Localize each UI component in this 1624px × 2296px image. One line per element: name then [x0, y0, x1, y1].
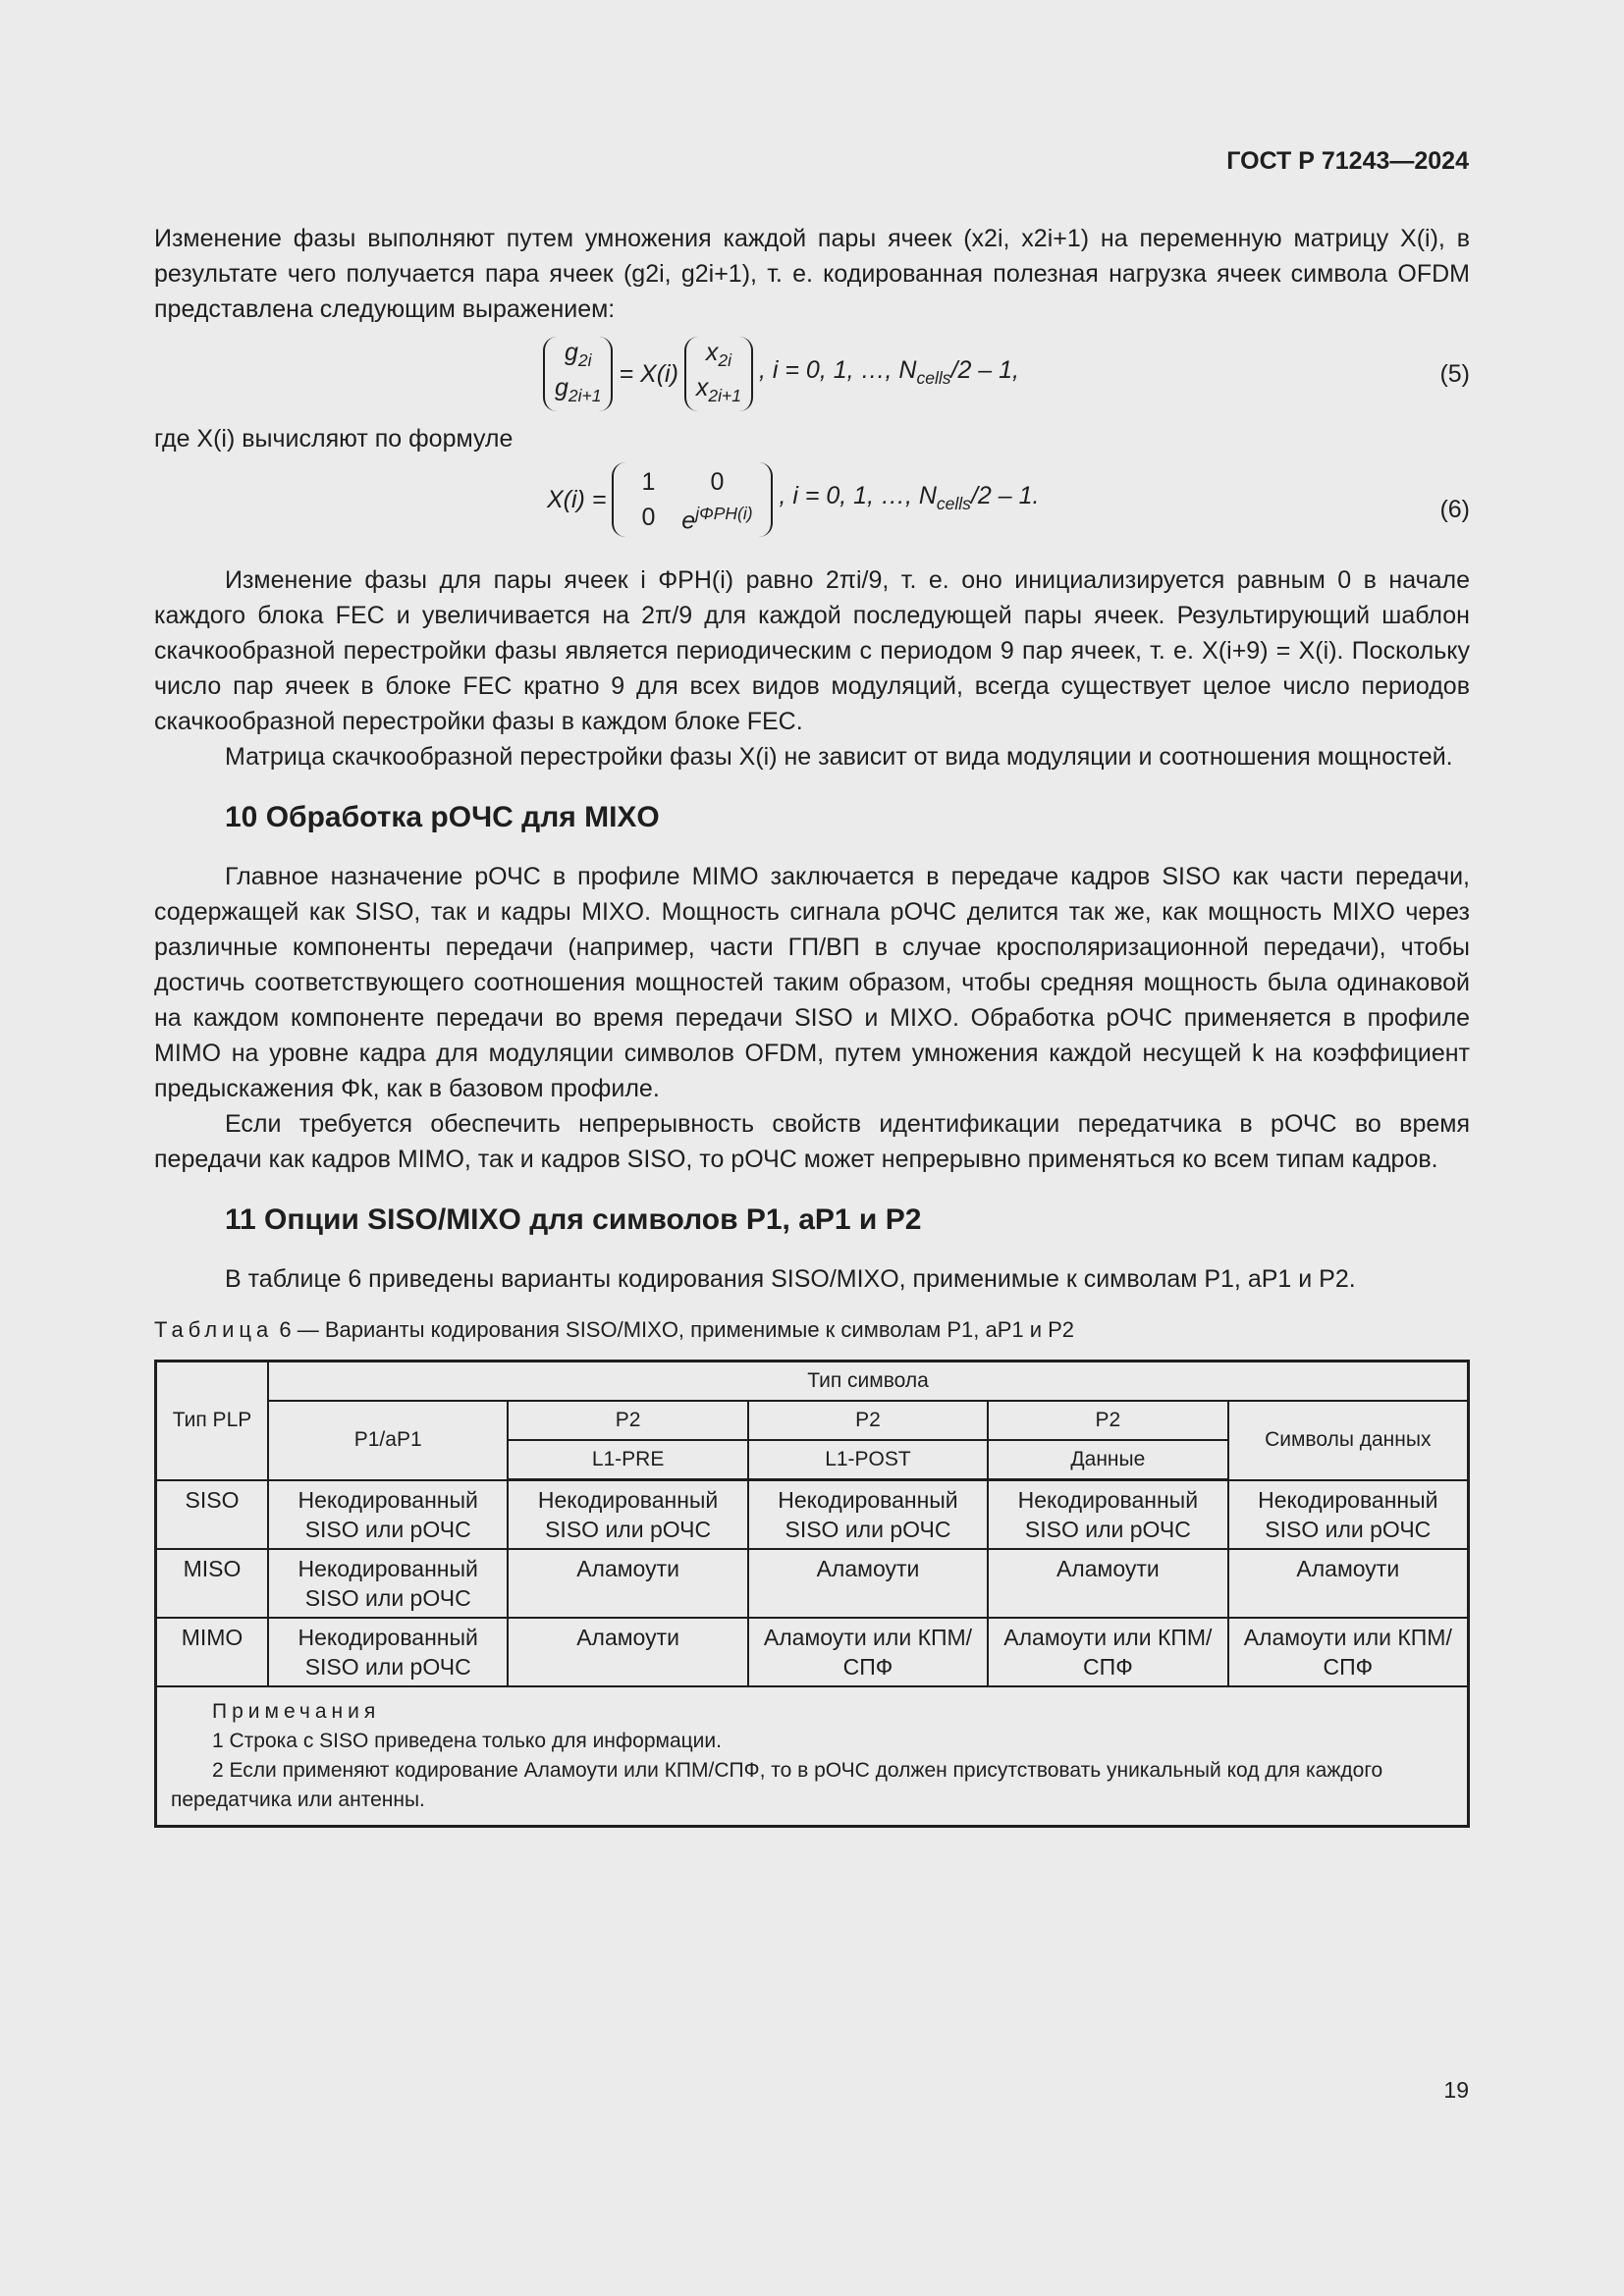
document-body: [154, 221, 1470, 1828]
header-l1-post: L1-POST: [748, 1440, 988, 1480]
matrix-x: $x_{2i}$ $x_{2i+1}$: [684, 337, 753, 411]
section-10-paragraph-1: Главное назначение рОЧС в профиле MIMO заключается в передаче кадров SISO как части передачи, содержащей как SISO, так и кадры MIXO. Мощность сигнала рОЧС делится так же, как мощность MIXO через различные компоненты передачи (например, части ГП/ВП в случае кросполяризационной передачи), чтобы достичь соответствующего соотношения мощностей таким образом, чтобы средняя мощность была одинаковой на каждом компоненте передачи во время передачи SISO и MIXO. Обработка рОЧС применяется в профиле MIMO на уровне кадра для модуляции символов OFDM, путем умножения каждой несущей k на коэффициент предыскажения Φk, как в базовом профиле.: [154, 863, 1470, 1102]
table-row: [156, 1618, 1469, 1686]
table-cell: Аламоути или КПМ/СПФ: [748, 1618, 988, 1686]
formula-5: $g_{2i}$ $g_{2i+1}$ = X(i) $x_{2i}$ $x_{2i+1}$ , i = 0, 1, …, $N_{cells}/2 - 1$, (5): [154, 327, 1470, 421]
header-p2-data: P2: [988, 1401, 1227, 1440]
formula-6-number: (6): [1439, 496, 1470, 523]
table-cell: Некодированный SISO или рОЧС: [268, 1618, 508, 1686]
table-cell: Аламоути: [988, 1549, 1227, 1618]
where-text: где X(i) вычисляют по формуле: [154, 425, 514, 453]
paragraph-phase-change: Изменение фазы выполняют путем умножения каждой пары ячеек (x2i, x2i+1) на переменную матрицу X(i), в результате чего получается пара ячеек (g2i, g2i+1), т. е. кодированная полезная нагрузка ячеек символа OFDM представлена следующим выражением:: [154, 225, 1470, 323]
section-10-paragraph-2: Если требуется обеспечить непрерывность свойств идентификации передатчика в рОЧС во время передачи как кадров MIMO, так и кадров SISO, то рОЧС может непрерывно применяться ко всем типам кадров.: [154, 1110, 1470, 1173]
table-cell: Некодированный SISO или рОЧС: [268, 1480, 508, 1550]
coding-options-table: [154, 1360, 1470, 1828]
table-cell: Аламоути или КПМ/СПФ: [1228, 1618, 1469, 1686]
table-cell: Некодированный SISO или рОЧС: [1228, 1480, 1469, 1550]
table-cell: Некодированный SISO или рОЧС: [988, 1480, 1227, 1550]
table-cell: Некодированный SISO или рОЧС: [748, 1480, 988, 1550]
table-cell: Аламоути или КПМ/СПФ: [988, 1618, 1227, 1686]
row-type: MIMO: [156, 1618, 269, 1686]
header-data-symbols: Символы данных: [1228, 1401, 1469, 1480]
row-type: SISO: [156, 1480, 269, 1550]
header-p2-pre: P2: [508, 1401, 747, 1440]
page-number: 19: [1443, 2077, 1469, 2103]
section-10-title: 10 Обработка рОЧС для MIXO: [225, 801, 660, 833]
header-p2-post: P2: [748, 1401, 988, 1440]
section-11-title: 11 Опции SISO/MIXO для символов P1, aP1 и P2: [225, 1203, 922, 1236]
note-1: 1 Строка с SISO приведена только для информации.: [212, 1730, 722, 1752]
formula-5-number: (5): [1439, 360, 1470, 388]
header-plp-type: Тип PLP: [156, 1362, 269, 1480]
table-notes: [156, 1686, 1469, 1827]
header-symbol-type: Тип символа: [268, 1362, 1469, 1402]
formula-6: X(i) = 1 0 0 $e^{j\Phi PH(i)}$ , i = 0, 1, …, $N_{cells}/2 - 1$. (6): [154, 456, 1470, 562]
table-row: [156, 1549, 1469, 1618]
table-caption: Таблица 6 — Варианты кодирования SISO/MIXO, применимые к символам P1, aP1 и P2: [154, 1317, 1075, 1342]
table-cell: Некодированный SISO или рОЧС: [508, 1480, 747, 1550]
paragraph-matrix: Матрица скачкообразной перестройки фазы X(i) не зависит от вида модуляции и соотношения мощностей.: [225, 743, 1453, 771]
matrix-phase: 1 0 0 $e^{j\Phi PH(i)}$: [612, 462, 773, 537]
table-notes-row: [156, 1686, 1469, 1827]
matrix-g: $g_{2i}$ $g_{2i+1}$: [543, 337, 613, 411]
table-cell: Аламоути: [508, 1549, 747, 1618]
table-cell: Аламоути: [748, 1549, 988, 1618]
note-2: 2 Если применяют кодирование Аламоути или КПМ/СПФ, то в рОЧС должен присутствовать уникальный код для каждого передатчика или антенны.: [171, 1759, 1383, 1811]
table-cell: Некодированный SISO или рОЧС: [268, 1549, 508, 1618]
row-type: MISO: [156, 1549, 269, 1618]
header-p1: P1/aP1: [268, 1401, 508, 1480]
section-11-paragraph: В таблице 6 приведены варианты кодирования SISO/MIXO, применимые к символам P1, aP1 и P2.: [225, 1265, 1356, 1293]
table-row: [156, 1480, 1469, 1550]
table-cell: Аламоути: [1228, 1549, 1469, 1618]
paragraph-phase-step: Изменение фазы для пары ячеек i ΦPH(i) равно 2πi/9, т. е. оно инициализируется равным 0 в начале каждого блока FEC и увеличивается на 2π/9 для каждой последующей пары ячеек. Результирующий шаблон скачкообразной перестройки фазы является периодическим с периодом 9 пар ячеек, т. е. X(i+9) = X(i). Поскольку число пар ячеек в блоке FEC кратно 9 для всех видов модуляций, всегда существует целое число периодов скачкообразной перестройки фазы в каждом блоке FEC.: [154, 566, 1470, 735]
header-l1-pre: L1-PRE: [508, 1440, 747, 1480]
notes-title: Примечания: [212, 1700, 381, 1723]
header-data: Данные: [988, 1440, 1227, 1480]
table-cell: Аламоути: [508, 1618, 747, 1686]
formula-5-eq: = X(i): [619, 360, 678, 388]
standard-header: ГОСТ Р 71243—2024: [1226, 147, 1469, 175]
